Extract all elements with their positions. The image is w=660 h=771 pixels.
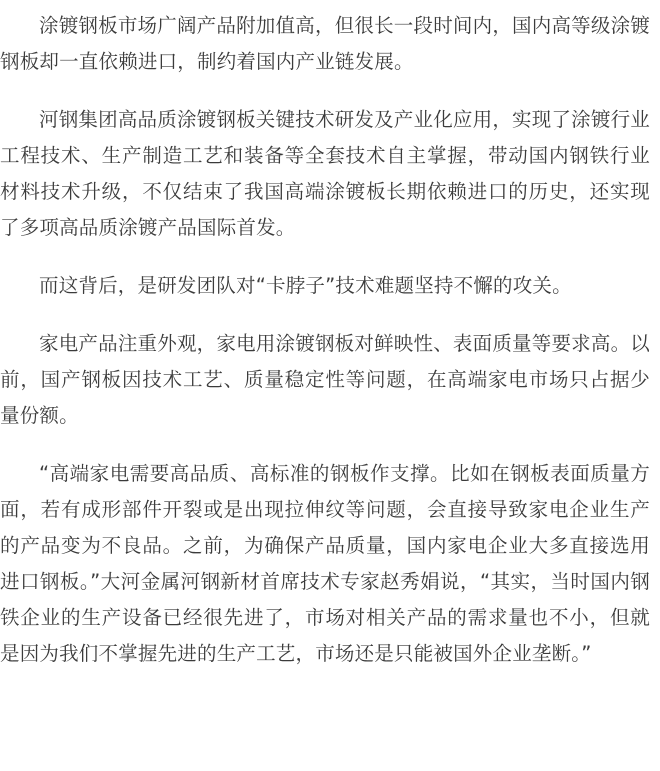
paragraph-rd-team: 而这背后，是研发团队对“卡脖子”技术难题坚持不懈的攻关。 — [39, 274, 572, 297]
paragraph-appliance-demand: 家电产品注重外观，家电用涂镀钢板对鲜映性、表面质量等要求高。以前，国产钢板因技术工艺、质量稳定性等问题，在高端家电市场只占据少量份额。 — [0, 332, 650, 427]
paragraph-expert-quote: “高端家电需要高品质、高标准的钢板作支撑。比如在钢板表面质量方面，若有成形部件开裂或是出现拉伸纹等问题，会直接导致家电企业生产的产品变为不良品。之前，为确保产品质量，国内家电企业大多直接选用进口钢板。”大河金属河钢新材首席技术专家赵秀娟说，“其实，当时国内钢铁企业的生产设备已经很先进了，市场对相关产品的需求量也不小，但就是因为我们不掌握先进的生产工艺，市场还是只能被国外企业垄断。” — [0, 462, 650, 665]
paragraph-market-intro: 涂镀钢板市场广阔产品附加值高，但很长一段时间内，国内高等级涂镀钢板却一直依赖进口，制约着国内产业链发展。 — [0, 14, 650, 73]
paragraph-hbis-achievement: 河钢集团高品质涂镀钢板关键技术研发及产业化应用，实现了涂镀行业工程技术、生产制造工艺和装备等全套技术自主掌握，带动国内钢铁行业材料技术升级，不仅结束了我国高端涂镀板长期依赖进口的历史，还实现了多项高品质涂镀产品国际首发。 — [0, 108, 650, 239]
